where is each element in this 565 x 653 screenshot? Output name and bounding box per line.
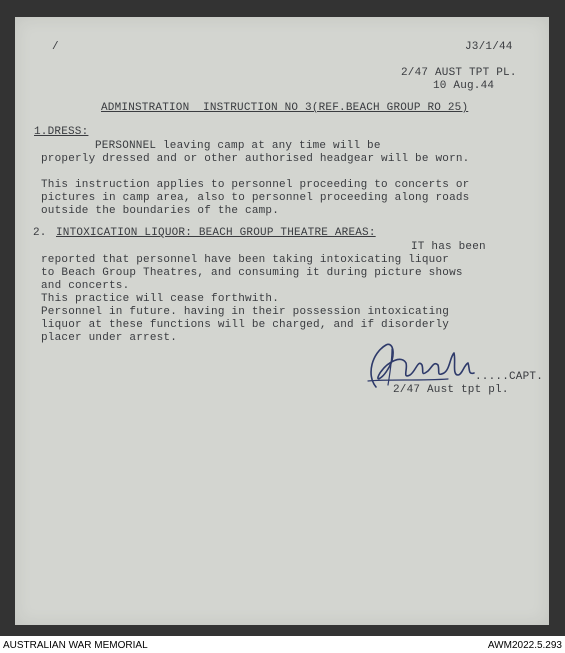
archive-footer: [0, 636, 565, 653]
section1-line: properly dressed and or other authorised headgear will be worn.: [41, 153, 470, 165]
section1-heading: 1.DRESS:: [34, 126, 89, 138]
section2-line: placer under arrest.: [41, 332, 178, 344]
document-date: 10 Aug.44: [433, 80, 495, 92]
unit-name: 2/47 AUST TPT PL.: [401, 67, 517, 79]
signature-rank: .....CAPT.: [475, 371, 544, 383]
item-id: AWM2022.5.293: [487, 640, 562, 651]
section1-line: PERSONNEL leaving camp at any time will be: [95, 140, 381, 152]
section2-number: 2.: [33, 227, 47, 239]
section2-line: reported that personnel have been taking intoxicating liquor: [41, 254, 450, 266]
section1-para2-line: outside the boundaries of the camp.: [41, 205, 280, 217]
section2-line: and concerts.: [41, 280, 130, 292]
page-mark: /: [52, 41, 59, 53]
section2-line: This practice will cease forthwith.: [41, 293, 280, 305]
section2-line: Personnel in future. having in their possession intoxicating: [41, 306, 450, 318]
institution-name: AUSTRALIAN WAR MEMORIAL: [3, 640, 148, 651]
document-page: [15, 17, 549, 625]
section1-para2-line: This instruction applies to personnel proceeding to concerts or: [41, 179, 470, 191]
section1-para2-line: pictures in camp area, also to personnel proceeding along roads: [41, 192, 470, 204]
section2-line: liquor at these functions will be charged, and if disorderly: [41, 319, 450, 331]
section2-heading: INTOXICATION LIQUOR: BEACH GROUP THEATRE AREAS:: [56, 227, 376, 239]
signature-unit: 2/47 Aust tpt pl.: [393, 384, 509, 396]
section2-line: to Beach Group Theatres, and consuming it during picture shows: [41, 267, 463, 279]
section2-line: IT has been: [411, 241, 486, 253]
file-reference: J3/1/44: [465, 41, 513, 53]
document-title: ADMINSTRATION INSTRUCTION NO 3(REF.BEACH GROUP RO 25): [101, 102, 469, 114]
